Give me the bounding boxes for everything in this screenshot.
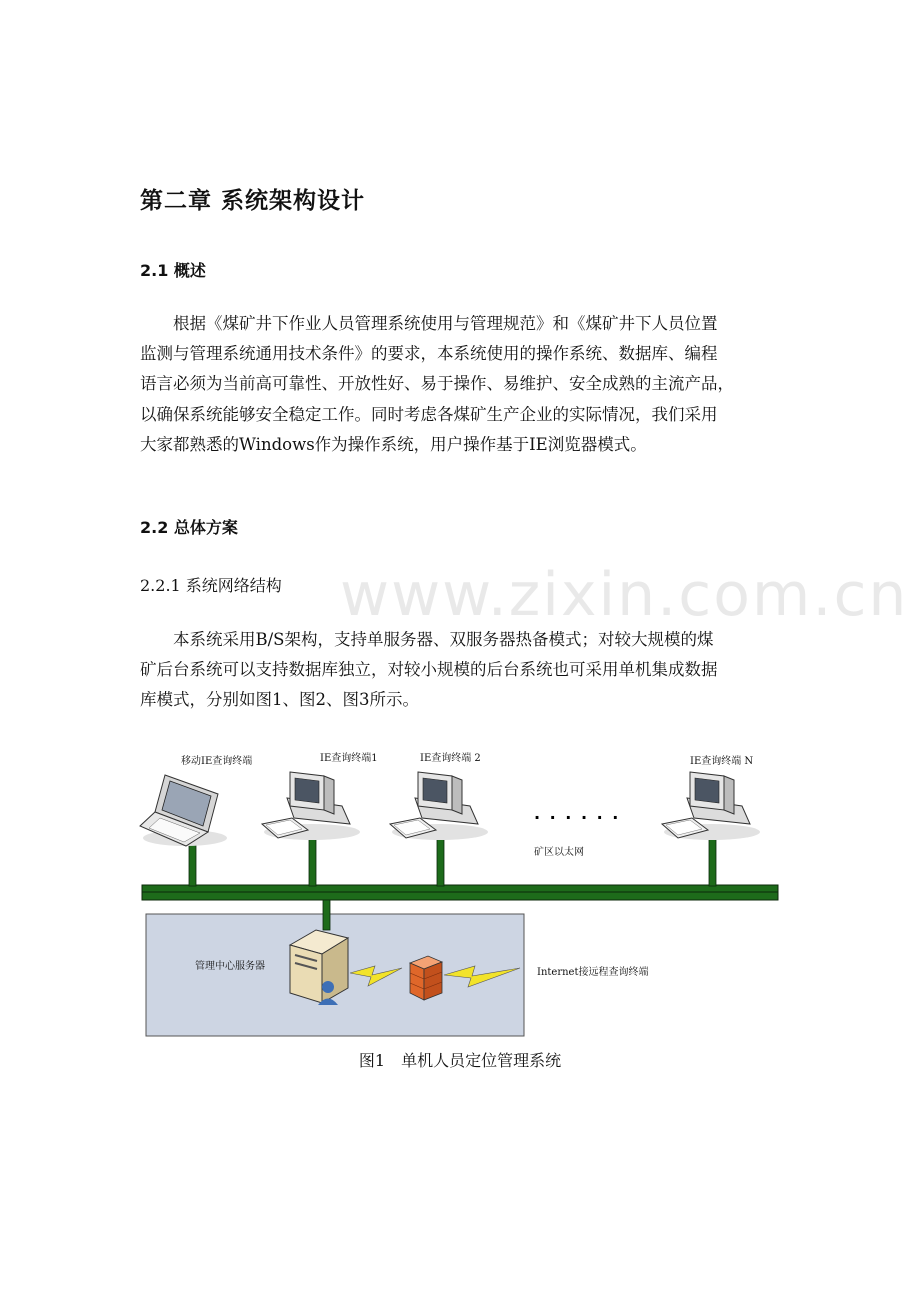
paragraph-line: 大家都熟悉的Windows作为操作系统，用户操作基于IE浏览器模式。	[140, 434, 647, 454]
desktop-pc-icon-n	[662, 772, 760, 840]
drop-line-server	[323, 900, 330, 930]
desktop-pc-icon-1	[262, 772, 360, 840]
watermark: www.zixin.com.cn	[340, 560, 909, 630]
figure-caption: 图1 单机人员定位管理系统	[358, 1051, 562, 1070]
paragraph-line: 语言必须为当前高可靠性、开放性好、易于操作、易维护、安全成熟的主流产品，	[140, 374, 734, 394]
laptop-icon	[140, 775, 227, 846]
section-2-2-1-heading: 2.2.1 系统网络结构	[140, 576, 282, 595]
paragraph-line: 本系统采用B/S架构，支持单服务器、双服务器热备模式；对较大规模的煤	[140, 630, 714, 649]
paragraph-line: 以确保系统能够安全稳定工作。同时考虑各煤矿生产企业的实际情况，我们采用	[140, 404, 718, 424]
section-2-2-heading: 2.2 总体方案	[140, 518, 238, 537]
drop-line-mobile	[189, 840, 196, 886]
firewall-icon	[410, 956, 442, 1000]
server-label: 管理中心服务器	[195, 961, 265, 972]
paragraph-line: 监测与管理系统通用技术条件》的要求，本系统使用的操作系统、数据库、编程	[140, 344, 718, 364]
terminal-n-label: IE查询终端 N	[690, 756, 754, 767]
paragraph-line: 库模式，分别如图1、图2、图3所示。	[140, 690, 419, 710]
user-icon	[322, 981, 334, 993]
ellipsis-dots: . . . . . .	[534, 804, 621, 823]
paragraph-line: 根据《煤矿井下作业人员管理系统使用与管理规范》和《煤矿井下人员位置	[140, 314, 718, 333]
paragraph-line: 矿后台系统可以支持数据库独立，对较小规模的后台系统也可采用单机集成数据	[140, 660, 718, 680]
section-2-1-heading: 2.1 概述	[140, 261, 206, 280]
internet-label: Internet接远程查询终端	[537, 967, 649, 978]
terminal-1-label: IE查询终端1	[320, 753, 378, 764]
ethernet-label: 矿区以太网	[534, 847, 584, 858]
chapter-title: 第二章 系统架构设计	[140, 188, 366, 214]
desktop-pc-icon-2	[390, 772, 488, 840]
mobile-terminal-label: 移动IE查询终端	[181, 756, 253, 767]
terminal-2-label: IE查询终端 2	[420, 753, 481, 764]
